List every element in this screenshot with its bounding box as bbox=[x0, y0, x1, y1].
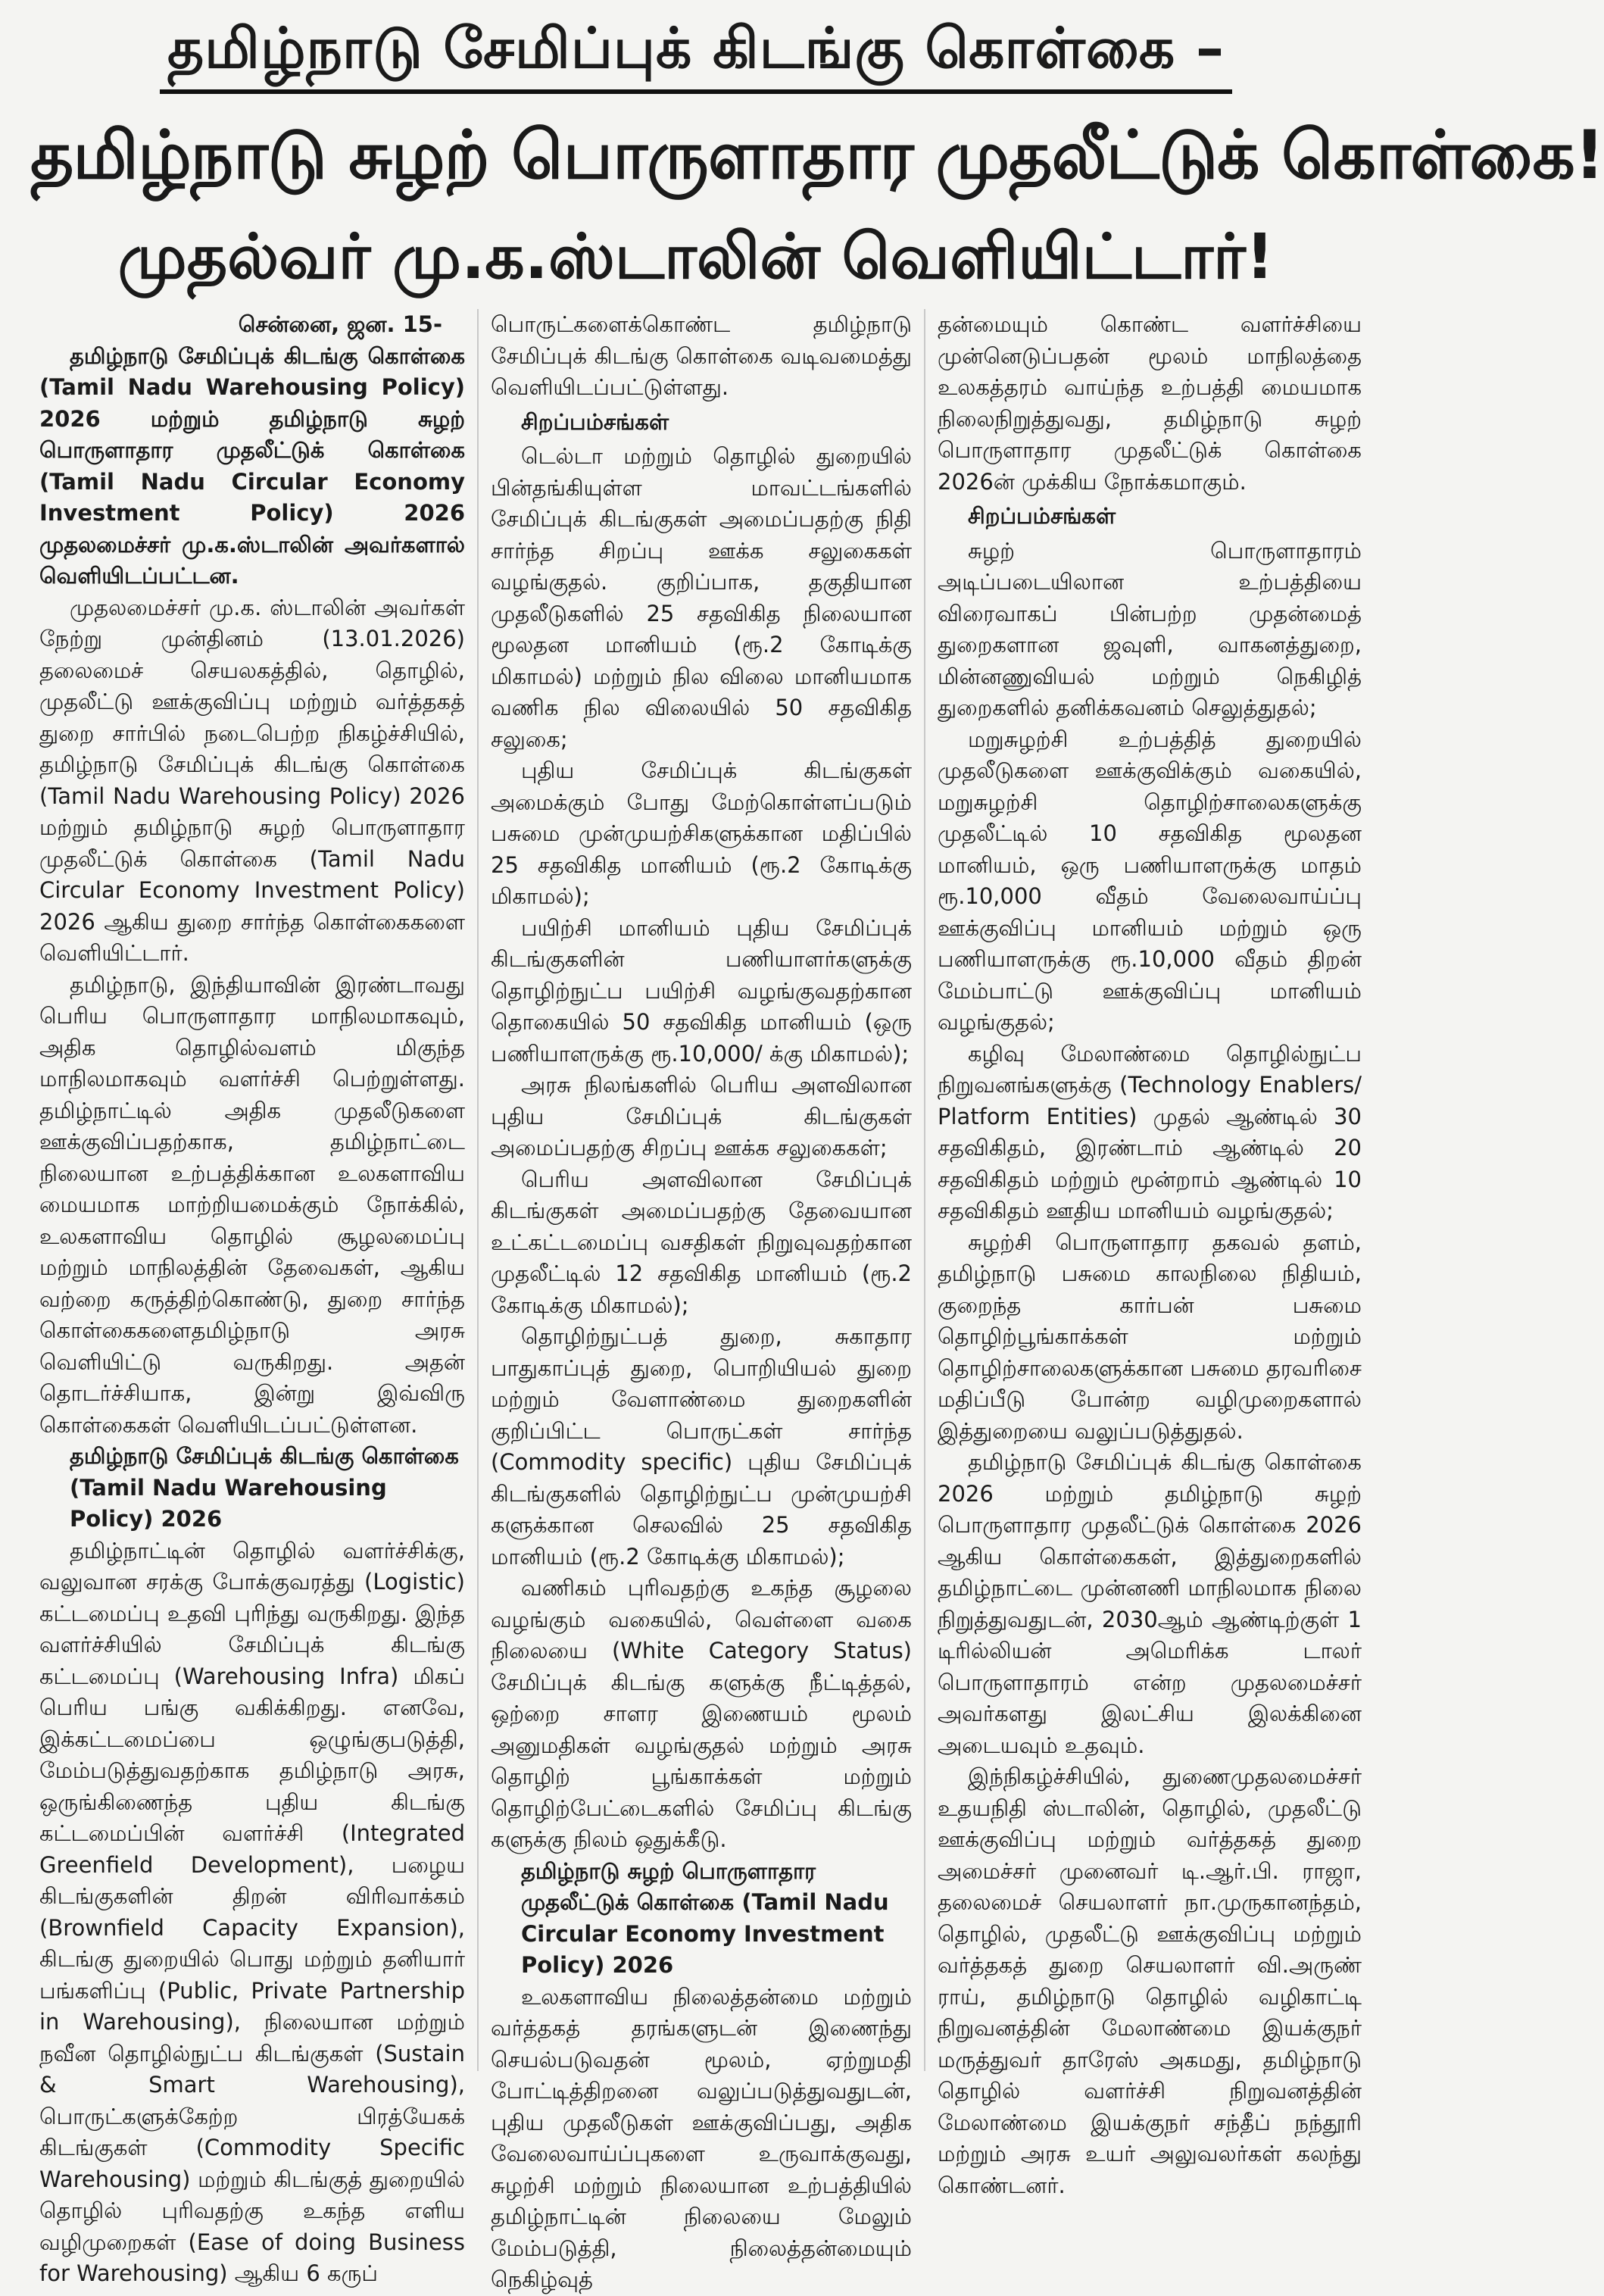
paragraph: அரசு நிலங்களில் பெரிய அளவிலான புதிய சேமிப்புக் கிடங்குகள் அமைப்பதற்கு சிறப்பு ஊக்க சலுகைகள்; bbox=[491, 1072, 912, 1160]
paragraph: தமிழ்நாட்டின் தொழில் வளர்ச்சிக்கு, வலுவான சரக்கு போக்குவரத்து (Logistic) கட்டமைப்பு உதவி புரிந்து வருகிறது. இந்த வளர்ச்சியில் சேமிப்புக் கிடங்கு கட்டமைப்பு (Warehousing Infra) மிகப் பெரிய பங்கு வகிக்கிறது. எனவே, இக்கட்டமைப்பை ஒழுங்குபடுத்தி, மேம்படுத்துவதற்காக தமிழ்நாடு அரசு, ஒருங்கிணைந்த புதிய கிடங்கு கட்டமைப்பின் வளர்ச்சி (Integrated Greenfield Development), பழைய கிடங்குகளின் திறன் விரிவாக்கம் (Brownfield Capacity Expansion), கிடங்கு துறையில் பொது மற்றும் தனியார் பங்களிப்பு (Public, Private Partnership in Warehousing), நிலையான மற்றும் நவீன தொழில்நுட்ப கிடங்குகள் (Sustain & Smart Warehousing), பொருட்களுக்கேற்ற பிரத்யேகக் கிடங்குகள் (Commodity Specific Warehousing) மற்றும் கிடங்குத் துறையில் தொழில் புரிவதற்கு உகந்த எளிய வழிமுறைகள் (Ease of doing Business for Warehousing) ஆகிய 6 கருப் bbox=[39, 1537, 465, 2286]
main-headline: தமிழ்நாடு சுழற் பொருளாதார முதலீட்டுக் கொள்கை! bbox=[30, 116, 1604, 194]
paragraph: கழிவு மேலாண்மை தொழில்நுட்ப நிறுவனங்களுக்கு (Technology Enablers/ Platform Entities) முதல் ஆண்டில் 30 சதவிகிதம், இரண்டாம் ஆண்டில் 20 சதவிகிதம் மற்றும் மூன்றாம் ஆண்டில் 10 சதவிகிதம் ஊதிய மானியம் வழங்குதல்; bbox=[938, 1040, 1362, 1223]
sub-headline: முதல்வர் மு.க.ஸ்டாலின் வெளியிட்டார்! bbox=[117, 221, 1275, 293]
paragraph: பெரிய அளவிலான சேமிப்புக் கிடங்குகள் அமைப்பதற்கு தேவையான உட்கட்டமைப்பு வசதிகள் நிறுவுவதற்கான முதலீட்டில் 12 சதவிகித மானியம் (ரூ.2 கோடிக்கு மிகாமல்); bbox=[491, 1166, 912, 1318]
subheading-highlights: சிறப்பம்சங்கள் bbox=[968, 503, 1116, 529]
column-2 bbox=[477, 309, 924, 2292]
headline-block bbox=[30, 11, 1604, 303]
paragraph-continued: பொருட்களைக்கொண்ட தமிழ்நாடு சேமிப்புக் கிடங்கு கொள்கை வடிவமைத்து வெளியிடப்பட்டுள்ளது. bbox=[491, 311, 912, 400]
paragraph: உலகளாவிய நிலைத்தன்மை மற்றும் வர்த்தகத் தரங்களுடன் இணைந்து செயல்படுவதன் மூலம், ஏற்றுமதி போட்டித்திறனை வலுப்படுத்துவதுடன், புதிய முதலீடுகள் ஊக்குவிப்பது, அதிக வேலைவாய்ப்புகளை உருவாக்குவது, சுழற்சி மற்றும் நிலையான உற்பத்தியில் தமிழ்நாட்டின் நிலையை மேலும் மேம்படுத்தி, நிலைத்தன்மையும் நெகிழ்வுத் bbox=[491, 1983, 912, 2292]
column-3 bbox=[924, 309, 1374, 2198]
paragraph: முதலமைச்சர் மு.க. ஸ்டாலின் அவர்கள் நேற்று முன்தினம் (13.01.2026) தலைமைச் செயலகத்தில், தொழில், முதலீட்டு ஊக்குவிப்பு மற்றும் வர்த்தகத் துறை சார்பில் நடைபெற்ற நிகழ்ச்சியில், தமிழ்நாடு சேமிப்புக் கிடங்கு கொள்கை (Tamil Nadu Warehousing Policy) 2026 மற்றும் தமிழ்நாடு சுழற் பொருளாதார முதலீட்டுக் கொள்கை (Tamil Nadu Circular Economy Investment Policy) 2026 ஆகிய துறை சார்ந்த கொள்கைகளை வெளியிட்டார். bbox=[39, 594, 465, 966]
section-heading-warehousing: தமிழ்நாடு சேமிப்புக் கிடங்கு கொள்கை (Tamil Nadu Warehousing Policy) 2026 bbox=[70, 1443, 459, 1532]
lead-paragraph: தமிழ்நாடு சேமிப்புக் கிடங்கு கொள்கை (Tamil Nadu Warehousing Policy) 2026 மற்றும் தமிழ்நாடு சுழற் பொருளாதார முதலீட்டுக் கொள்கை (Tamil Nadu Circular Economy Investment Policy) 2026 முதலமைச்சர் மு.க.ஸ்டாலின் அவர்களால் வெளியிடப்பட்டன. bbox=[39, 342, 465, 589]
paragraph-continued: தன்மையும் கொண்ட வளர்ச்சியை முன்னெடுப்பதன் மூலம் மாநிலத்தை உலகத்தரம் வாய்ந்த உற்பத்தி மையமாக நிலைநிறுத்துவது, தமிழ்நாடு சுழற் பொருளாதார முதலீட்டுக் கொள்கை 2026ன் முக்கிய நோக்கமாகும். bbox=[938, 311, 1362, 495]
column-1 bbox=[27, 309, 477, 2286]
paragraph: சுழற் பொருளாதாரம் அடிப்படையிலான உற்பத்தியை விரைவாகப் பின்பற்ற முதன்மைத் துறைகளான ஜவுளி, வாகனத்துறை, மின்னணுவியல் மற்றும் நெகிழித் துறைகளில் தனிக்கவனம் செலுத்துதல்; bbox=[938, 537, 1362, 720]
paragraph: பயிற்சி மானியம் புதிய சேமிப்புக் கிடங்குகளின் பணியாளர்களுக்கு தொழிற்நுட்ப பயிற்சி வழங்குவதற்கான தொகையில் 50 சதவிகித மானியம் (ஒரு பணியாளருக்கு ரூ.10,000/ க்கு மிகாமல்); bbox=[491, 914, 912, 1067]
article-columns bbox=[0, 309, 1392, 2292]
paragraph: வணிகம் புரிவதற்கு உகந்த சூழலை வழங்கும் வகையில், வெள்ளை வகை நிலையை (White Category Status) சேமிப்புக் கிடங்கு களுக்கு நீட்டித்தல், ஒற்றை சாளர இணையம் மூலம் அனுமதிகள் வழங்குதல் மற்றும் அரசு தொழிற் பூங்காக்கள் மற்றும் தொழிற்பேட்டைகளில் சேமிப்பு கிடங்கு களுக்கு நிலம் ஒதுக்கீடு. bbox=[491, 1575, 912, 1852]
paragraph: இந்நிகழ்ச்சியில், துணைமுதலமைச்சர் உதயநிதி ஸ்டாலின், தொழில், முதலீட்டு ஊக்குவிப்பு மற்றும் வர்த்தகத் துறை அமைச்சர் முனைவர் டி.ஆர்.பி. ராஜா, தலைமைச் செயலாளர் நா.முருகானந்தம், தொழில், முதலீட்டு ஊக்குவிப்பு மற்றும் வர்த்தகத் துறை செயலாளர் வி.அருண் ராய், தமிழ்நாடு தொழில் வழிகாட்டி நிறுவனத்தின் மேலாண்மை இயக்குநர் மருத்துவர் தாரேஸ் அகமது, தமிழ்நாடு தொழில் வளர்ச்சி நிறுவனத்தின் மேலாண்மை இயக்குநர் சந்தீப் நந்தூரி மற்றும் அரசு உயர் அலுவலர்கள் கலந்து கொண்டனர். bbox=[938, 1763, 1362, 2198]
paragraph: சுழற்சி பொருளாதார தகவல் தளம், தமிழ்நாடு பசுமை காலநிலை நிதியம், குறைந்த கார்பன் பசுமை தொழிற்பூங்காக்கள் மற்றும் தொழிற்சாலைகளுக்கான பசுமை தரவரிசை மதிப்பீடு போன்ற வழிமுறைகளால் இத்துறையை வலுப்படுத்துதல். bbox=[938, 1229, 1362, 1444]
headline-kicker: தமிழ்நாடு சேமிப்புக் கிடங்கு கொள்கை – bbox=[160, 11, 1232, 94]
dateline: சென்னை, ஜன. 15- bbox=[238, 311, 442, 337]
paragraph: தமிழ்நாடு, இந்தியாவின் இரண்டாவது பெரிய பொருளாதார மாநிலமாகவும், அதிக தொழில்வளம் மிகுந்த மாநிலமாகவும் வளர்ச்சி பெற்றுள்ளது. தமிழ்நாட்டில் அதிக முதலீடுகளை ஊக்குவிப்பதற்காக, தமிழ்நாட்டை நிலையான உற்பத்திக்கான உலகளாவிய மையமாக மாற்றியமைக்கும் நோக்கில், உலகளாவிய தொழில் சூழலமைப்பு மற்றும் மாநிலத்தின் தேவைகள், ஆகிய வற்றை கருத்திற்கொண்டு, துறை சார்ந்த கொள்கைகளைதமிழ்நாடு அரசு வெளியிட்டு வருகிறது. அதன் தொடர்ச்சியாக, இன்று இவ்விரு கொள்கைகள் வெளியிடப்பட்டுள்ளன. bbox=[39, 971, 465, 1438]
paragraph: தமிழ்நாடு சேமிப்புக் கிடங்கு கொள்கை 2026 மற்றும் தமிழ்நாடு சுழற் பொருளாதார முதலீட்டுக் கொள்கை 2026 ஆகிய கொள்கைகள், இத்துறைகளில் தமிழ்நாட்டை முன்னணி மாநிலமாக நிலை நிறுத்துவதுடன், 2030ஆம் ஆண்டிற்குள் 1 டிரில்லியன் அமெரிக்க டாலர் பொருளாதாரம் என்ற முதலமைச்சர் அவர்களது இலட்சிய இலக்கினை அடையவும் உதவும். bbox=[938, 1449, 1362, 1758]
paragraph: மறுசுழற்சி உற்பத்தித் துறையில் முதலீடுகளை ஊக்குவிக்கும் வகையில், மறுசுழற்சி தொழிற்சாலைகளுக்கு முதலீட்டில் 10 சதவிகித மூலதன மானியம், ஒரு பணியாளருக்கு மாதம் ரூ.10,000 வீதம் வேலைவாய்ப்பு ஊக்குவிப்பு மானியம் மற்றும் ஒரு பணியாளருக்கு ரூ.10,000 வீதம் திறன் மேம்பாட்டு ஊக்குவிப்பு மானியம் வழங்குதல்; bbox=[938, 726, 1362, 1035]
paragraph: புதிய சேமிப்புக் கிடங்குகள் அமைக்கும் போது மேற்கொள்ளப்படும் பசுமை முன்முயற்சிகளுக்கான மதிப்பில் 25 சதவிகித மானியம் (ரூ.2 கோடிக்கு மிகாமல்); bbox=[491, 758, 912, 909]
subheading-highlights: சிறப்பம்சங்கள் bbox=[521, 408, 669, 435]
section-heading-circular-economy: தமிழ்நாடு சுழற் பொருளாதார முதலீட்டுக் கொள்கை (Tamil Nadu Circular Economy Investment Policy) 2026 bbox=[521, 1857, 889, 1978]
paragraph: தொழிற்நுட்பத் துறை, சுகாதார பாதுகாப்புத் துறை, பொறியியல் துறை மற்றும் வேளாண்மை துறைகளின் குறிப்பிட்ட பொருட்கள் சார்ந்த (Commodity specific) புதிய சேமிப்புக் கிடங்குகளில் தொழிற்நுட்ப முன்முயற்சி களுக்கான செலவில் 25 சதவிகித மானியம் (ரூ.2 கோடிக்கு மிகாமல்); bbox=[491, 1323, 912, 1570]
paragraph: டெல்டா மற்றும் தொழில் துறையில் பின்தங்கியுள்ள மாவட்டங்களில் சேமிப்புக் கிடங்குகள் அமைப்பதற்கு நிதி சார்ந்த சிறப்பு ஊக்க சலுகைகள் வழங்குதல். குறிப்பாக, தகுதியான முதலீடுகளில் 25 சதவிகித நிலையான மூலதன மானியம் (ரூ.2 கோடிக்கு மிகாமல்) மற்றும் நில விலை மானியமாக வணிக நில விலையில் 50 சதவிகித சலுகை; bbox=[491, 443, 912, 752]
